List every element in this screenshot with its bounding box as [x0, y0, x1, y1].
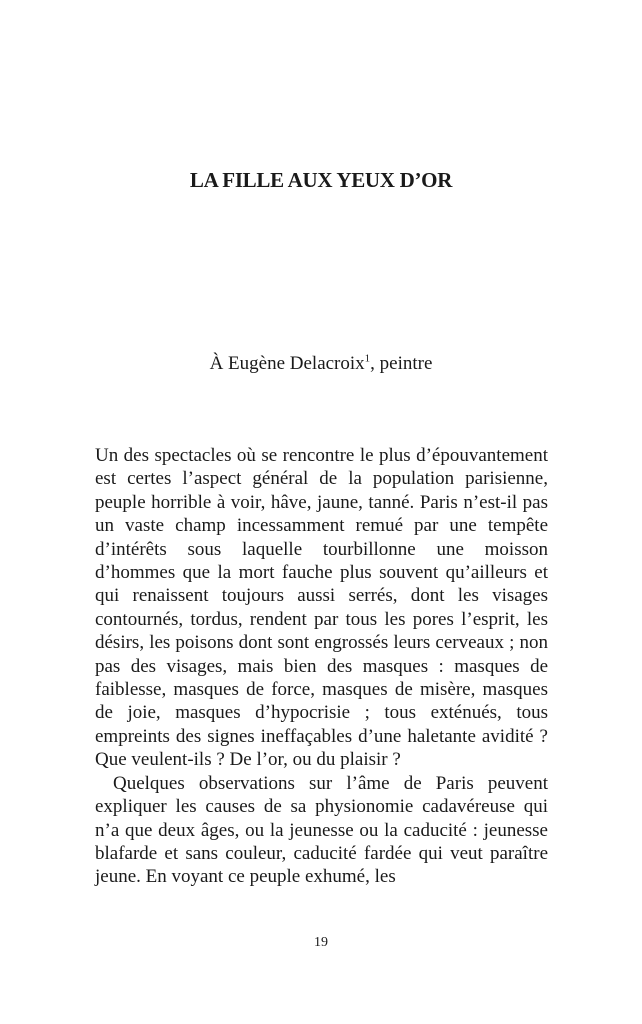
dedication-suffix: , peintre	[370, 353, 433, 374]
paragraph: Quelques observations sur l’âme de Paris peuvent expliquer les causes de sa physionomie cadavéreuse qui n’a que deux âges, ou la jeunesse ou la caducité : jeunesse blafarde et sans couleur, caducité fardée qui veut paraître jeune. En voyant ce peuple exhumé, les	[95, 772, 548, 888]
chapter-title: LA FILLE AUX YEUX D’OR	[189, 168, 453, 192]
paragraph: Un des spectacles où se rencontre le plus d’épouvantement est certes l’aspect général de la population parisienne, peuple horrible à voir, hâve, jaune, tanné. Paris n’est-il pas un vaste champ incessamment remué par une tempête d’intérêts sous laquelle tourbillonne une moisson d’hommes que la mort fauche plus souvent qu’ailleurs et qui renaissent toujours aussi serrés, dont les visages contournés, tordus, rendent par tous les pores l’esprit, les désirs, les poisons dont sont engrossés leurs cerveaux ; non pas des visages, mais bien des masques : masques de faiblesse, masques de force, masques de misère, masques de joie, masques d’hypocrisie ; tous exténués, tous empreints des signes ineffaçables d’une haletante avidité ? Que veulent-ils ? De l’or, ou du plaisir ?	[95, 445, 548, 771]
body-text	[95, 444, 548, 889]
footnote-marker[interactable]: 1	[364, 352, 371, 365]
dedication-text: À Eugène Delacroix	[209, 353, 365, 374]
page-number: 19	[314, 935, 328, 950]
dedication	[0, 353, 642, 375]
